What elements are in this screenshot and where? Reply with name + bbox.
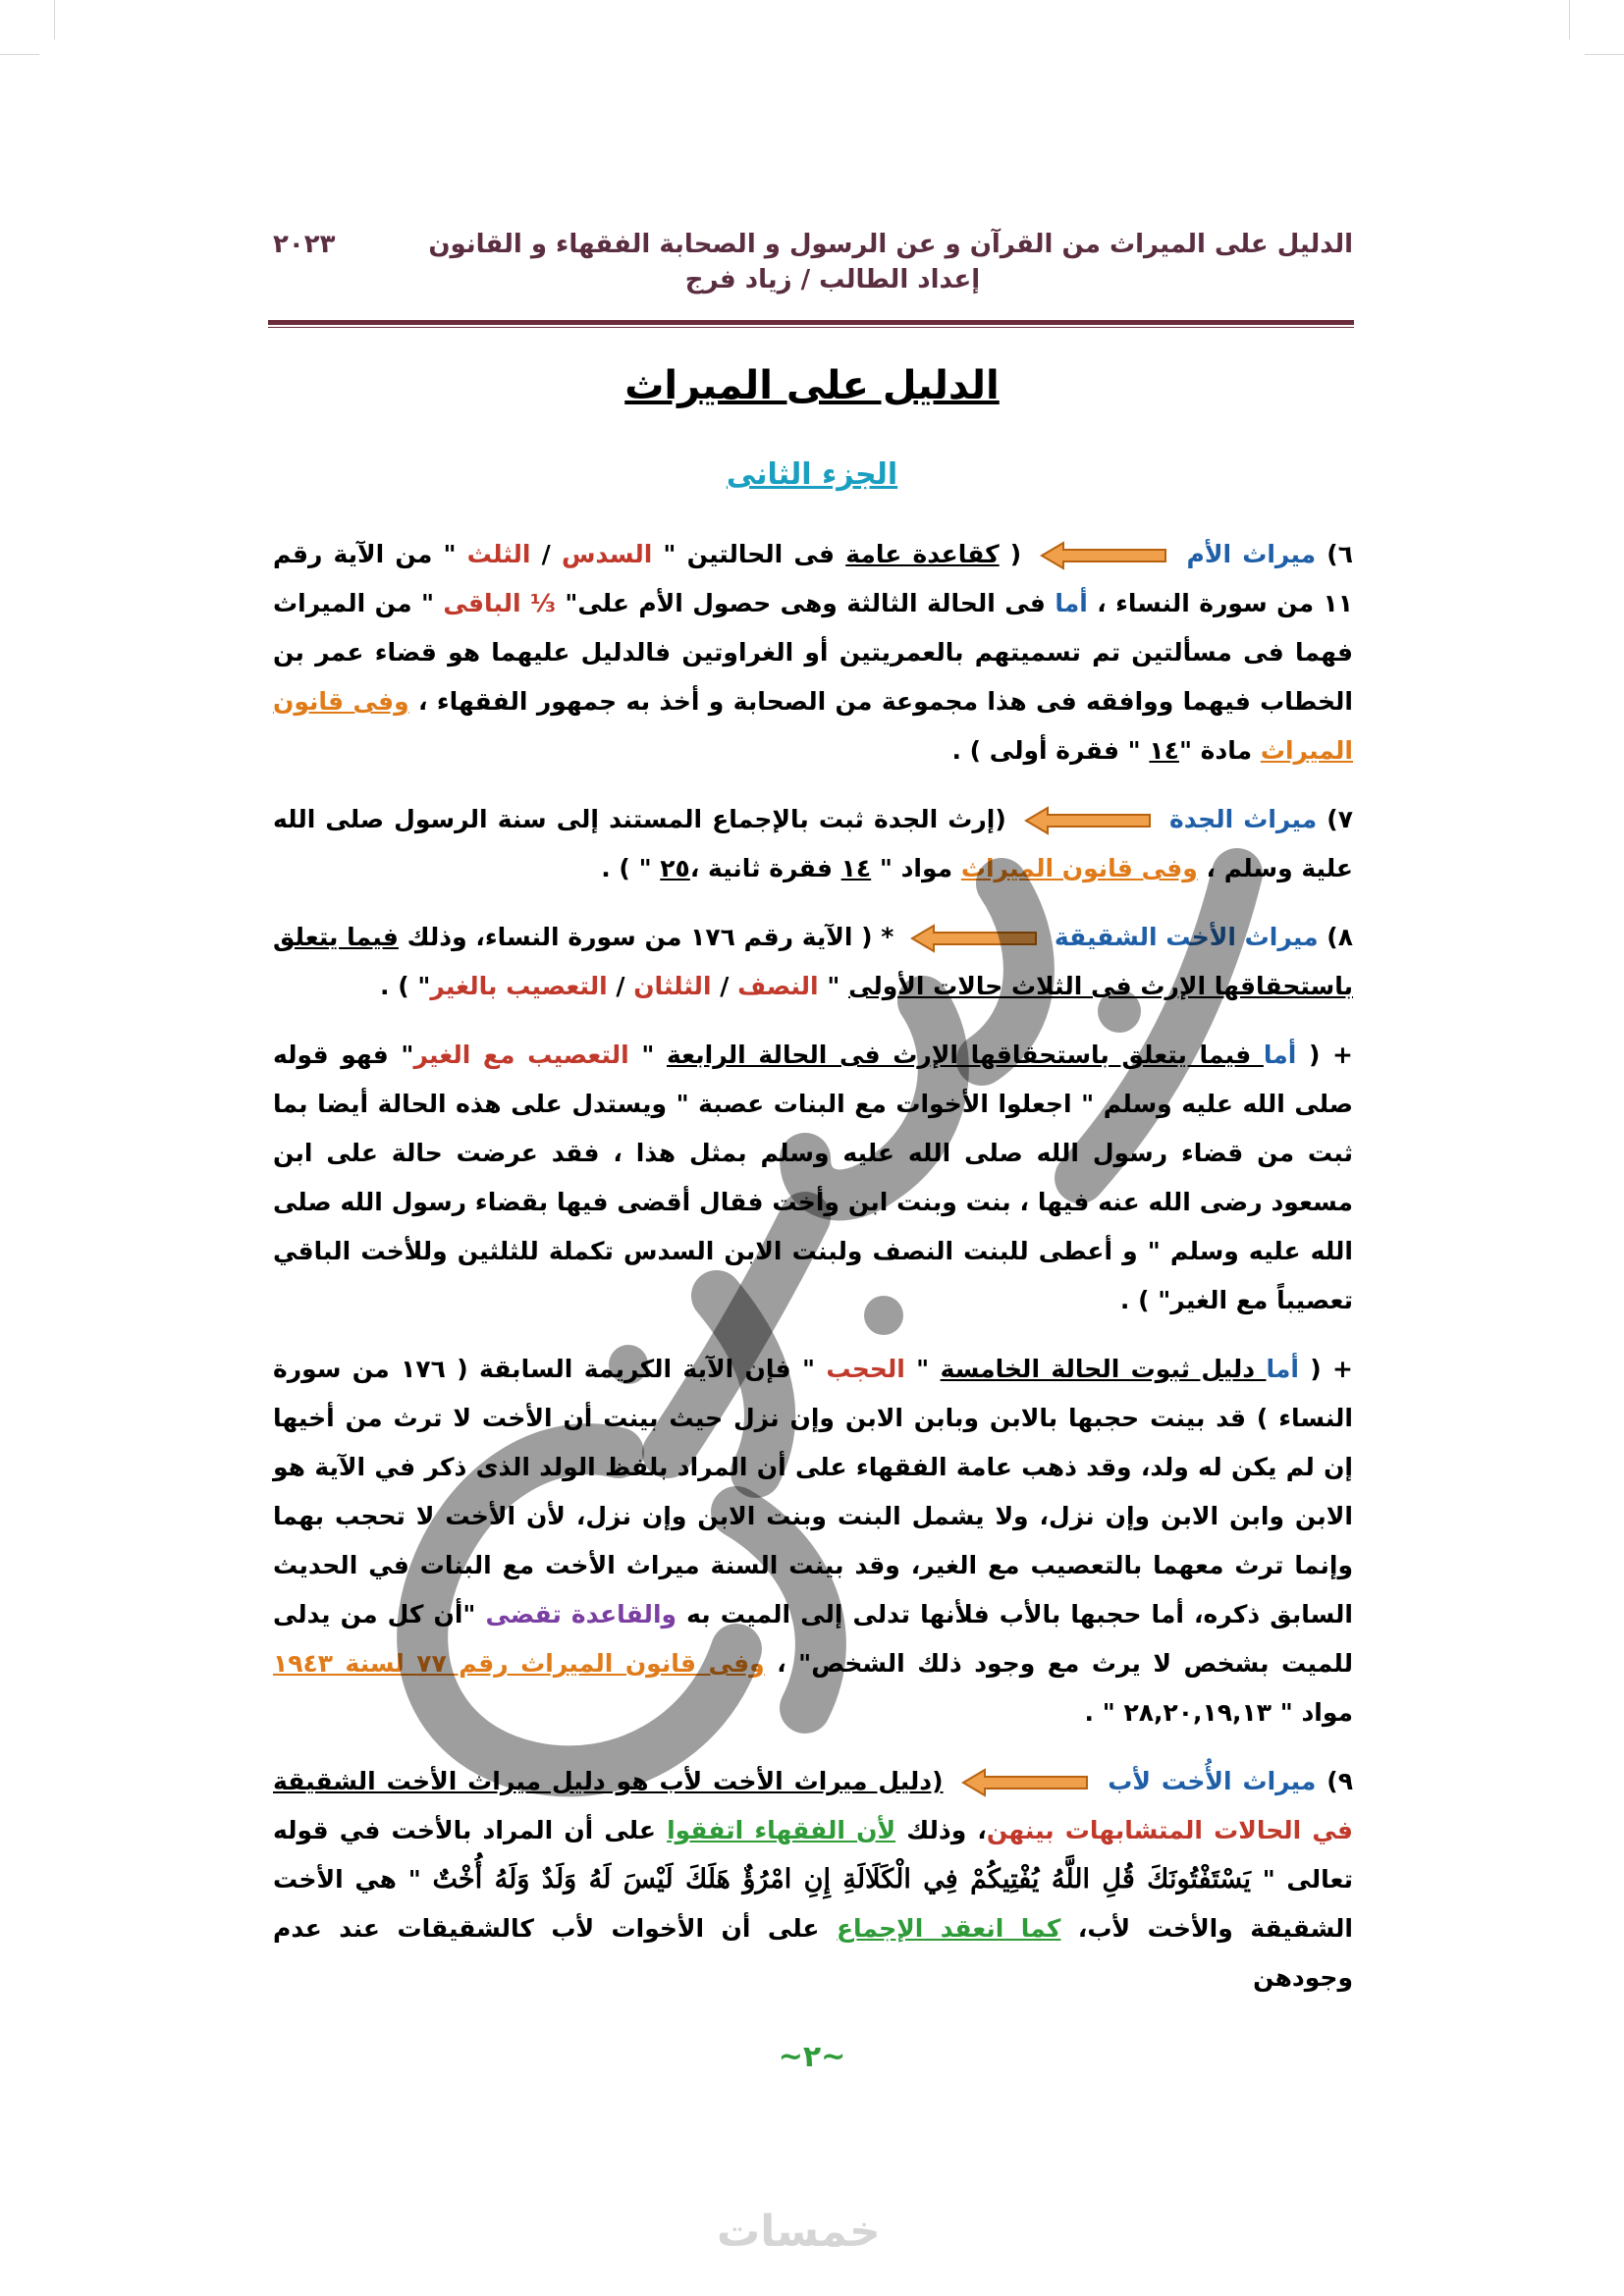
crop-mark bbox=[1569, 0, 1570, 39]
site-watermark-logo: خمسات bbox=[717, 2207, 881, 2257]
document-body bbox=[273, 530, 1353, 2022]
part-title: الجزء الثانى bbox=[726, 457, 898, 492]
section-full-sister-case4: + ( أما فيما يتعلق باستحقاقها الإرث فى الحالة الرابعة " التعصيب مع الغير" فهو قوله صلى الله عليه وسلم " اجعلوا الأخوات مع البنات عصبة " ويستدل على هذه الحالة أيضا بما ثبت من قضاء رسول الله صلى الله عليه وسلم بمثل هذا ، فقد عرضت حالة على ابن مسعود رضى الله عنه فيها ، بنت وبنت ابن وأخت فقال أقضى فيها بقضاء رسول الله صلى الله عليه وسلم " و أعطى للبنت النصف ولبنت الابن السدس تكملة للثلثين وللأخت الباقي تعصيباً مع الغير" ) . bbox=[273, 1041, 1353, 1314]
page-header bbox=[273, 230, 1353, 294]
section-heading: ميراث الأخت الشقيقة bbox=[1054, 923, 1319, 951]
section-grandmother: ٧) ميراث الجدة (إرث الجدة ثبت بالإجماع المستند إلى سنة الرسول صلى الله علية وسلم ، وفى قانون الميراث مواد " ١٤ فقرة ثانية ،٢٥ " ) . bbox=[273, 805, 1353, 882]
document-title: الدليل على الميراث bbox=[624, 363, 1000, 408]
section-number: ٩) bbox=[1326, 1767, 1353, 1795]
section-mother: ٦) ميراث الأم ( كقاعدة عامة فى الحالتين " السدس / الثلث " من الآية رقم ١١ من سورة النساء ، أما فى الحالة الثالثة وهى حصول الأم على" ⅓ الباقى " من الميراث فهما فى مسألتين تم تسميتهم بالعمريتين أو الغراوتين فالدليل عليهما هو قضاء عمر بن الخطاب فيهما ووافقه فى هذا مجموعة من الصحابة و أخذ به جمهور الفقهاء ، وفى قانون الميراث مادة "١٤ " فقرة أولى ) . bbox=[273, 540, 1354, 765]
left-arrow-icon bbox=[910, 924, 1038, 953]
header-divider bbox=[268, 327, 1354, 328]
section-paternal-sister: ٩) ميراث الأُخت لأب (دليل ميراث الأخت لأب هو دليل ميراث الأخت الشقيقة في الحالات المتشابهات بينهن، وذلك لأن الفقهاء اتفقوا على أن المراد بالأخت في قوله تعالى " يَسْتَفْتُونَكَ قُلِ اللَّهُ يُفْتِيكُمْ فِي الْكَلَالَةِ إِنِ امْرُؤٌ هَلَكَ لَيْسَ لَهُ وَلَدٌ وَلَهُ أُخْتٌ " هي الأخت الشقيقة والأخت لأب، كما انعقد الإجماع على أن الأخوات لأب كالشقيقات عند عدم وجودهن bbox=[273, 1767, 1354, 1992]
crop-mark bbox=[0, 54, 39, 94]
crop-mark bbox=[54, 0, 55, 39]
header-divider bbox=[268, 320, 1354, 325]
section-number: ٧) bbox=[1326, 805, 1353, 833]
quran-verse: يَسْتَفْتُونَكَ قُلِ اللَّهُ يُفْتِيكُمْ فِي الْكَلَالَةِ إِنِ امْرُؤٌ هَلَكَ لَيْسَ لَهُ وَلَدٌ وَلَهُ أُخْتٌ bbox=[432, 1864, 1251, 1895]
section-full-sister-case5: + ( أما دليل ثبوت الحالة الخامسة " الحجب " فإن الآية الكريمة السابقة ( ١٧٦ من سورة النساء ) قد بينت حجبها بالابن وبابن الابن وإن نزل حيث بينت أن الأخت لا ترث من أخيها إن لم يكن له ولد، وقد ذهب عامة الفقهاء على أن المراد بلفظ الولد الذى ذكر في الآية هو الابن وابن الابن وإن نزل، ولا يشمل البنت وبنت الابن وإن نزل، لأن الأخت لا تحجب بهما وإنما ترث معهما بالتعصيب مع الغير، وقد بينت السنة ميراث الأخت مع البنات في الحديث السابق ذكره، أما حجبها بالأب فلأنها تدلى إلى الميت به والقاعدة تقضى "أن كل من يدلى للميت بشخص لا يرث مع وجود ذلك الشخص" ، وفى قانون الميراث رقم ٧٧ لسنة ١٩٤٣ مواد " ٢٨,٢٠,١٩,١٣ " . bbox=[273, 1355, 1354, 1727]
section-number: ٦) bbox=[1326, 540, 1353, 568]
left-arrow-icon bbox=[1024, 806, 1152, 835]
page-number: ~٢~ bbox=[778, 2040, 846, 2074]
header-title: الدليل على الميراث من القرآن و عن الرسول و الصحابة الفقهاء و القانون bbox=[428, 230, 1353, 259]
header-year: ٢٠٢٣ bbox=[273, 230, 336, 259]
section-heading: ميراث الأم bbox=[1186, 540, 1317, 568]
section-number: ٨) bbox=[1326, 923, 1353, 951]
section-full-sister: ٨) ميراث الأخت الشقيقة * ( الآية رقم ١٧٦ من سورة النساء، وذلك فيما يتعلق باستحقاقها الإرث فى الثلاث حالات الأولى " النصف / الثلثان / التعصيب بالغير" ) . bbox=[273, 923, 1353, 1000]
left-arrow-icon bbox=[961, 1768, 1089, 1797]
section-heading: ميراث الأُخت لأب bbox=[1108, 1767, 1317, 1795]
header-author: إعداد الطالب / زياد فرج bbox=[684, 265, 981, 294]
left-arrow-icon bbox=[1040, 541, 1167, 570]
crop-mark bbox=[1585, 54, 1624, 94]
section-heading: ميراث الجدة bbox=[1168, 805, 1318, 833]
